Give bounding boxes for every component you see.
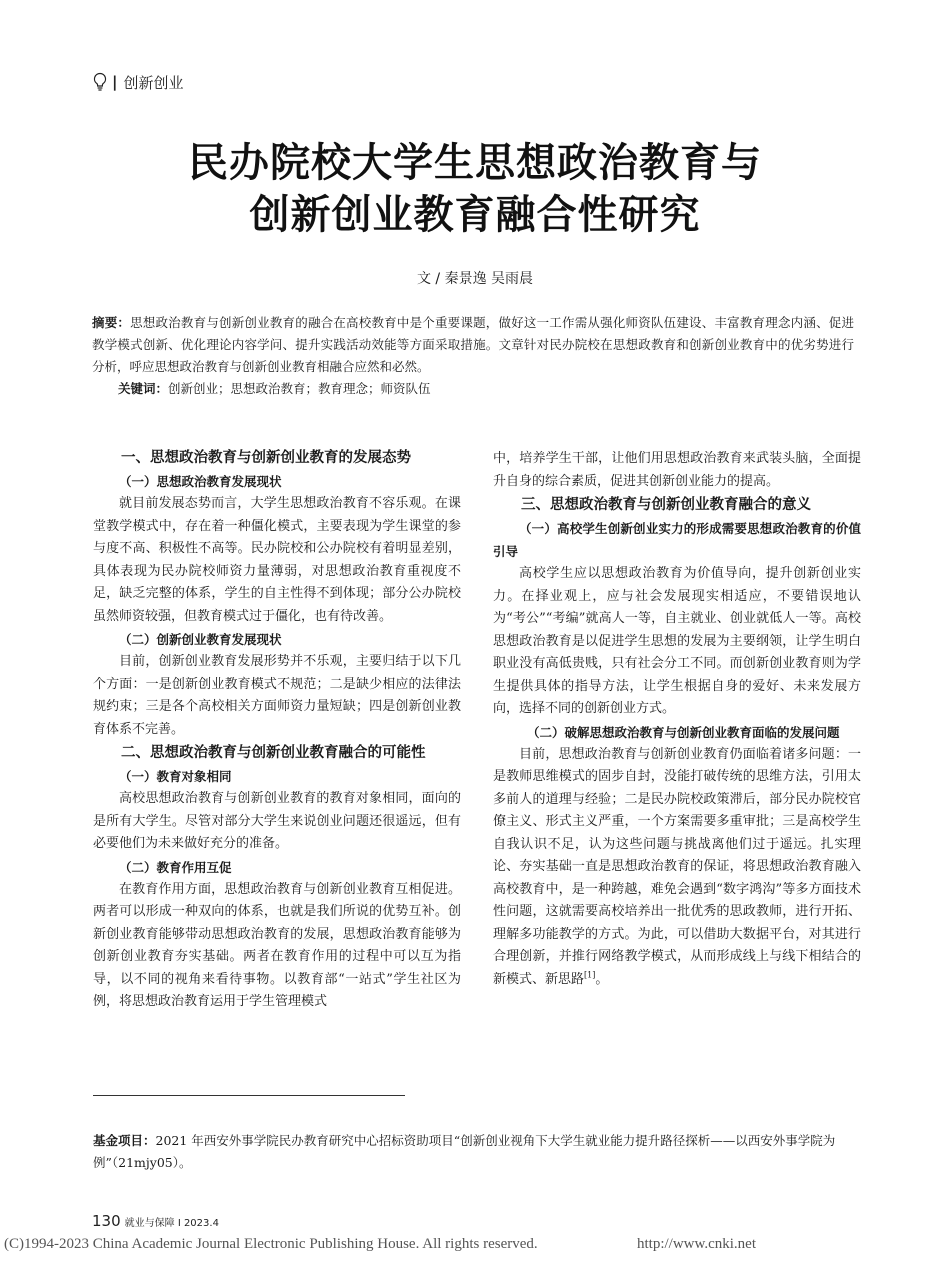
footnote-text: 2021 年西安外事学院民办教育研究中心招标资助项目“创新创业视角下大学生就业能力提升路径探析——以西安外事学院为例”（21mjy05）。 (93, 1133, 836, 1170)
paragraph: 高校学生应以思想政治教育为价值导向，提升创新创业实力。在择业观上，应与社会发展现实相适应，不要错误地认为“考公”“考编”就高人一等，自主就业、创业就低人一等。高校思想政治教育是以促进学生思想的发展为主要纲领，让学生明白职业没有高低贵贱，只有社会分工不同。而创新创业教育则为学生提供具体的指导方法，让学生根据自身的爱好、未来发展方向，选择不同的创新创业方式。 (493, 566, 861, 716)
keywords-label: 关键词： (118, 381, 169, 396)
subheading-2-2: （二）教育作用互促 (119, 859, 232, 875)
footnote (93, 1130, 855, 1174)
copyright-notice: (C)1994-2023 China Academic Journal Electronic Publishing House. All rights reserved. (4, 1236, 538, 1252)
subheading-3-2: （二）破解思想政治教育与创新创业教育面临的发展问题 (527, 724, 840, 740)
footnote-rule (93, 1095, 405, 1096)
subheading-3-1: （一）高校学生创新创业实力的形成需要思想政治教育的价值引导 (493, 521, 861, 559)
heading-2: 二、思想政治教育与创新创业教育融合的可能性 (121, 745, 426, 761)
subheading-2-1: （一）教育对象相同 (119, 769, 232, 784)
section-divider: | (112, 73, 118, 91)
paragraph (493, 744, 861, 992)
title-line-1: 民办院校大学生思想政治教育与 (188, 140, 762, 186)
right-column (493, 448, 861, 991)
paragraph-text: 目前，思想政治教育与创新创业教育仍面临着诸多问题：一是教师思维模式的固步自封，没能打破传统的思维方法，引用太多前人的道理与经验；二是民办院校政策滞后，部分民办院校官僚主义、形式主义严重，一个方案需要多重审批；三是高校学生自我认识不足，认为这些问题与挑战离他们过于遥远。扎实理论、夯实基础一直是思想政治教育的保证，将思想政治教育融入高校教育中，是一种跨越，难免会遇到“数字鸿沟”等多方面技术性问题，这就需要高校培养出一批优秀的思政教师，进行开拓、理解多功能教学的方式。为此，可以借助大数据平台，对其进行合理创新，并推行网络教学模式，从而形成线上与线下相结合的新模式、新思路 (493, 746, 861, 987)
abstract (92, 312, 854, 378)
subheading-1-2: （二）创新创业教育发展现状 (119, 632, 282, 647)
journal-info: 就业与保障 I 2023.4 (124, 1218, 219, 1229)
heading-1: 一、思想政治教育与创新创业教育的发展态势 (121, 450, 411, 466)
heading-3: 三、思想政治教育与创新创业教育融合的意义 (521, 497, 811, 513)
page-footer (92, 1212, 219, 1230)
section-label: 创新创业 (123, 73, 184, 92)
keywords-text: 创新创业；思想政治教育；教育理念；师资队伍 (168, 381, 431, 396)
abstract-label: 摘要： (92, 315, 131, 330)
page-number: 130 (92, 1212, 121, 1230)
paragraph: 高校思想政治教育与创新创业教育的教育对象相同，面向的是所有大学生。尽管对部分大学生来说创业问题还很遥远，但有必要他们为未来做好充分的准备。 (93, 791, 461, 851)
paragraph: 在教育作用方面，思想政治教育与创新创业教育互相促进。两者可以形成一种双向的体系，也就是我们所说的优势互补。创新创业教育能够带动思想政治教育的发展，思想政治教育能够为创新创业教育夯实基础。两者在教育作用的过程中可以互为指导，以不同的视角来看待事物。以教育部“一站式”学生社区为例，将思想政治教育运用于学生管理模式 (93, 881, 461, 1009)
paragraph: 目前，创新创业教育发展形势并不乐观，主要归结于以下几个方面：一是创新创业教育模式不规范；二是缺少相应的法律法规约束；三是各个高校相关方面师资力量短缺；四是创新创业教育体系不完善。 (93, 654, 461, 737)
authors: 文 / 秦景逸 吴雨晨 (416, 271, 534, 287)
paragraph-end: 。 (595, 971, 609, 987)
paragraph: 就目前发展态势而言，大学生思想政治教育不容乐观。在课堂教学模式中，存在着一种僵化模式，主要表现为学生课堂的参与度不高、积极性不高等。民办院校和公办院校有着明显差别，具体表现为民办院校师资力量薄弱，对思想政治教育重视度不足，缺乏完整的体系，学生的自主性得不到体现；部分公办院校虽然师资较强，但教育模式过于僵化，也有待改善。 (93, 496, 461, 624)
footnote-label: 基金项目： (93, 1133, 156, 1148)
section-tag (92, 70, 184, 94)
paragraph-continued: 中，培养学生干部，让他们用思想政治教育来武装头脑，全面提升自身的综合素质，促进其创新创业能力的提高。 (493, 451, 861, 489)
lightbulb-icon (92, 72, 108, 92)
abstract-text: 思想政治教育与创新创业教育的融合在高校教育中是个重要课题，做好这一工作需从强化师资队伍建设、丰富教育理念内涵、促进教学模式创新、优化理论内容学问、提升实践活动效能等方面采取措施。文章针对民办院校在思想政教育和创新创业教育中的优劣势进行分析，呼应思想政治教育与创新创业教育相融合应然和必然。 (92, 315, 854, 374)
subheading-1-1: （一）思想政治教育发展现状 (119, 474, 282, 489)
cnki-url[interactable]: http://www.cnki.net (637, 1236, 757, 1252)
article-title (0, 137, 950, 241)
reference-marker[interactable]: [1] (584, 970, 596, 980)
title-line-2: 创新创业教育融合性研究 (249, 192, 701, 238)
left-column (93, 446, 461, 1014)
keywords (118, 378, 431, 400)
